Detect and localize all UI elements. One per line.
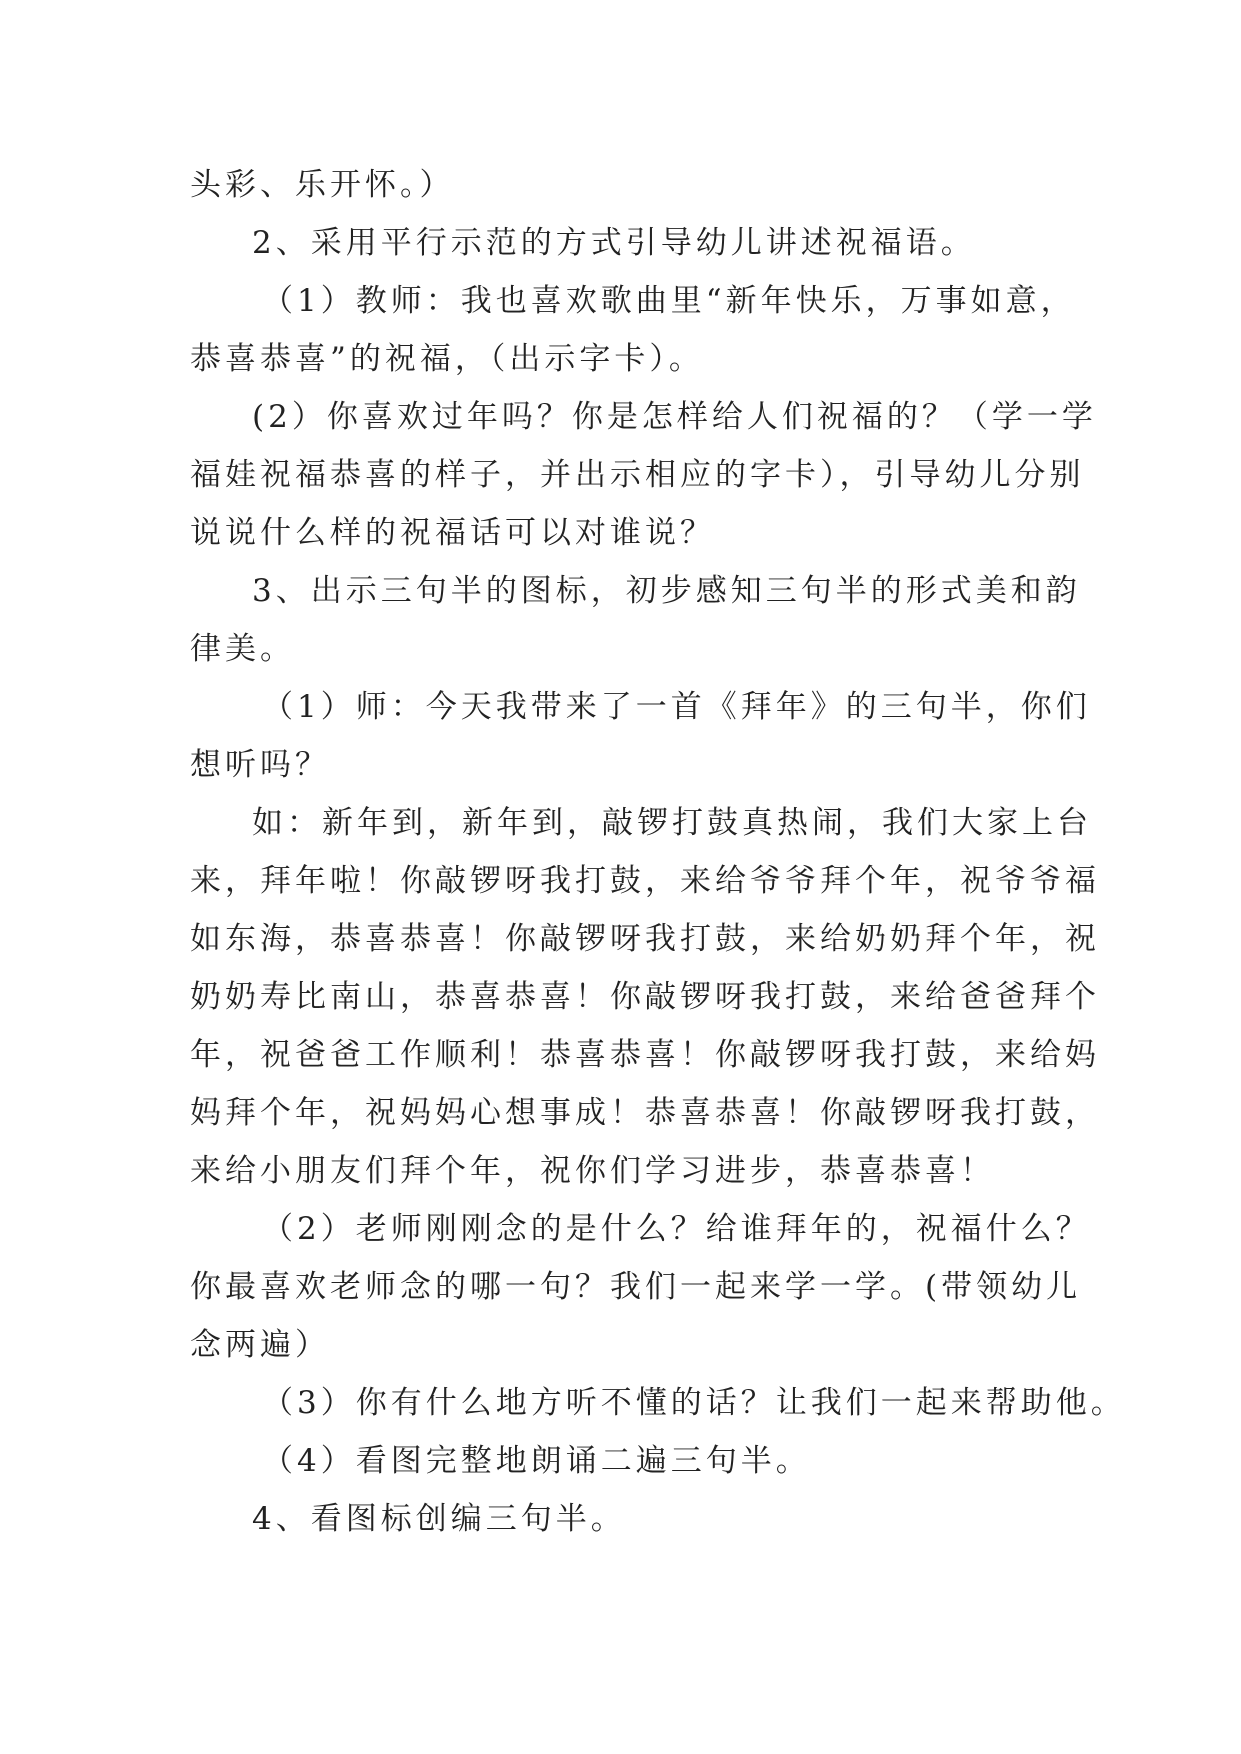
text-line: 奶奶寿比南山，恭喜恭喜！你敲锣呀我打鼓，来给爸爸拜个 <box>190 979 1100 1015</box>
section-heading-4: 4、看图标创编三句半。 <box>252 1501 626 1537</box>
text-line: 说说什么样的祝福话可以对谁说？ <box>190 515 715 551</box>
text-line: （1）师：今天我带来了一首《拜年》的三句半，你们 <box>262 689 1091 725</box>
text-line: (2）你喜欢过年吗？你是怎样给人们祝福的？（学一学 <box>252 399 1097 435</box>
text-line: 如：新年到，新年到，敲锣打鼓真热闹，我们大家上台 <box>252 805 1092 841</box>
text-line: 念两遍） <box>190 1327 330 1363</box>
text-line: 如东海，恭喜恭喜！你敲锣呀我打鼓，来给奶奶拜个年，祝 <box>190 921 1100 957</box>
text-line: 妈拜个年，祝妈妈心想事成！恭喜恭喜！你敲锣呀我打鼓， <box>190 1095 1100 1131</box>
section-heading-3: 3、出示三句半的图标，初步感知三句半的形式美和韵 <box>252 573 1081 609</box>
text-line: （4）看图完整地朗诵二遍三句半。 <box>262 1443 811 1479</box>
text-line: 来，拜年啦！你敲锣呀我打鼓，来给爷爷拜个年，祝爷爷福 <box>190 863 1100 899</box>
text-line: 年，祝爸爸工作顺利！恭喜恭喜！你敲锣呀我打鼓，来给妈 <box>190 1037 1100 1073</box>
text-line: （1）教师：我也喜欢歌曲里“新年快乐，万事如意， <box>262 283 1076 319</box>
text-line: 你最喜欢老师念的哪一句？我们一起来学一学。(带领幼儿 <box>190 1269 1082 1305</box>
text-line: （3）你有什么地方听不懂的话？让我们一起来帮助他。 <box>262 1385 1126 1421</box>
text-line: 来给小朋友们拜个年，祝你们学习进步，恭喜恭喜！ <box>190 1153 995 1189</box>
document-body <box>190 156 1126 1548</box>
section-heading-2: 2、采用平行示范的方式引导幼儿讲述祝福语。 <box>252 225 976 261</box>
text-line: 恭喜恭喜”的祝福，（出示字卡）。 <box>190 341 704 377</box>
text-line: 头彩、乐开怀。） <box>190 167 455 203</box>
text-line: 想听吗？ <box>190 747 330 783</box>
text-line: （2）老师刚刚念的是什么？给谁拜年的，祝福什么？ <box>262 1211 1091 1247</box>
text-line: 福娃祝福恭喜的样子，并出示相应的字卡），引导幼儿分别 <box>190 457 1085 493</box>
text-line: 律美。 <box>190 631 295 667</box>
